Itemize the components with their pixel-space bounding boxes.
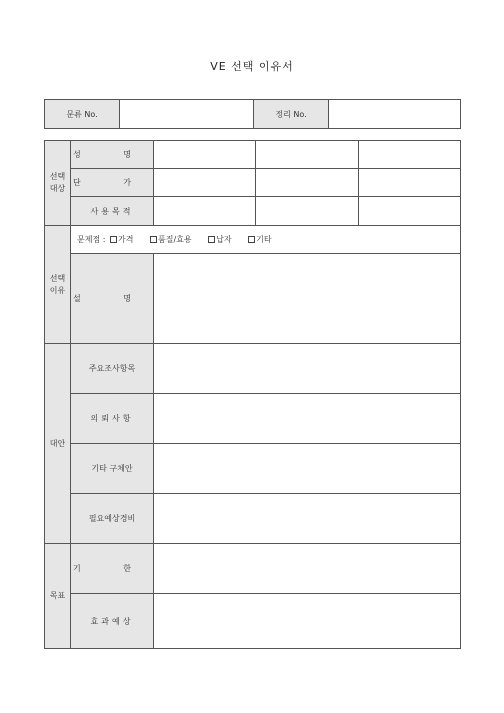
main-items-field[interactable] bbox=[154, 344, 461, 394]
row-label-deadline: 기 한 bbox=[71, 544, 154, 594]
name-cell-1[interactable] bbox=[154, 141, 256, 169]
category-goal bbox=[45, 544, 71, 649]
row-label-purpose: 사용목적 bbox=[71, 197, 154, 226]
row-label-expected-cost: 필요예상경비 bbox=[71, 494, 154, 544]
expected-effect-field[interactable] bbox=[154, 594, 461, 649]
price-cell-1[interactable] bbox=[154, 169, 256, 197]
ref-no-field[interactable] bbox=[329, 100, 461, 129]
purpose-cell-2[interactable] bbox=[256, 197, 359, 226]
name-cell-3[interactable] bbox=[359, 141, 461, 169]
name-cell-2[interactable] bbox=[256, 141, 359, 169]
price-cell-3[interactable] bbox=[359, 169, 461, 197]
category-target bbox=[45, 141, 71, 226]
doc-no-field[interactable] bbox=[120, 100, 254, 129]
category-alternative-label: 대안 bbox=[49, 438, 66, 448]
doc-no-label: 문류 No. bbox=[45, 100, 120, 129]
row-label-main-items: 주요조사항목 bbox=[71, 344, 154, 394]
purpose-cell-3[interactable] bbox=[359, 197, 461, 226]
option-other[interactable]: 기타 bbox=[248, 234, 271, 245]
ref-no-label: 정리 No. bbox=[254, 100, 329, 129]
checkbox-icon[interactable] bbox=[150, 236, 157, 243]
category-target-label: 선택 대상 bbox=[49, 172, 66, 193]
category-reason-label: 선택 이유 bbox=[49, 273, 66, 295]
row-label-unit-price: 단 가 bbox=[71, 169, 154, 197]
option-price[interactable]: 가격 bbox=[110, 234, 133, 245]
category-reason bbox=[45, 226, 71, 344]
row-label-description: 설 명 bbox=[71, 254, 154, 344]
issue-label: 문제점 : bbox=[77, 235, 106, 244]
option-delivery[interactable]: 납자 bbox=[208, 234, 231, 245]
description-field[interactable] bbox=[154, 254, 461, 344]
price-cell-2[interactable] bbox=[256, 169, 359, 197]
document-title: VE 선택 이유서 bbox=[210, 60, 294, 73]
checkbox-icon[interactable] bbox=[110, 236, 117, 243]
request-field[interactable] bbox=[154, 394, 461, 444]
purpose-cell-1[interactable] bbox=[154, 197, 256, 226]
main-form-table bbox=[44, 140, 461, 649]
option-quality[interactable]: 품질/효용 bbox=[150, 234, 192, 245]
checkbox-icon[interactable] bbox=[208, 236, 215, 243]
deadline-field[interactable] bbox=[154, 544, 461, 594]
row-label-name: 성 명 bbox=[71, 141, 154, 169]
checkbox-icon[interactable] bbox=[248, 236, 255, 243]
expected-cost-field[interactable] bbox=[154, 494, 461, 544]
row-label-request: 의뢰사항 bbox=[71, 394, 154, 444]
row-label-expected-effect: 효과예상 bbox=[71, 594, 154, 649]
header-table bbox=[44, 99, 461, 129]
category-alternative bbox=[45, 344, 71, 544]
other-plan-field[interactable] bbox=[154, 444, 461, 494]
issue-options-row bbox=[71, 226, 461, 254]
category-goal-label: 목표 bbox=[49, 591, 66, 600]
row-label-other-plan: 기타 구체안 bbox=[71, 444, 154, 494]
